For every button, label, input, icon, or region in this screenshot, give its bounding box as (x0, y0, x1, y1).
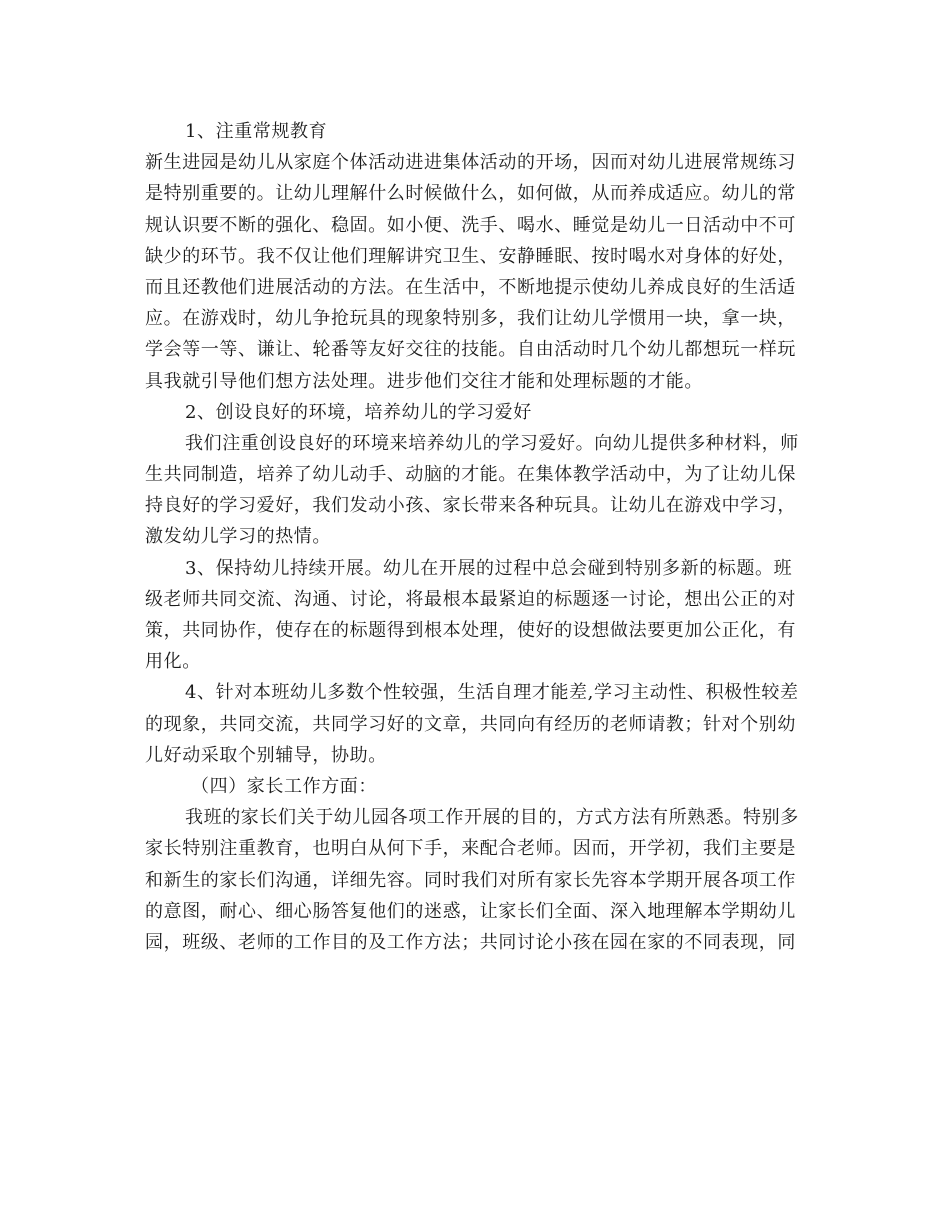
paragraph-line: 我班的家长们关于幼儿园各项工作开展的目的，方式方法有所熟悉。特别多 (185, 807, 799, 829)
paragraph-line: 生共同制造，培养了幼儿动手、动脑的才能。在集体教学活动中，为了让幼儿保 (145, 464, 796, 486)
paragraph-line: 而且还教他们进展活动的方法。在生活中，不断地提示使幼儿养成良好的生活适 (145, 276, 796, 298)
section-heading-1: 1、注重常规教育 (185, 121, 328, 142)
paragraph-line: 级老师共同交流、沟通、讨论，将最根本最紧迫的标题逐一讨论，想出公正的对 (145, 588, 796, 610)
paragraph-line: 应。在游戏时，幼儿争抢玩具的现象特别多，我们让幼儿学惯用一块，拿一块， (145, 308, 796, 330)
paragraph-line: 园，班级、老师的工作目的及工作方法；共同讨论小孩在园在家的不同表现，同 (145, 931, 796, 953)
paragraph-line: 的现象，共同交流，共同学习好的文章，共同向有经历的老师请教；针对个别幼 (145, 713, 796, 735)
paragraph-line: 的意图，耐心、细心肠答复他们的迷惑，让家长们全面、深入地理解本学期幼儿 (145, 900, 796, 922)
paragraph-line: 用化。 (145, 651, 201, 673)
paragraph-line: 是特别重要的。让幼儿理解什么时候做什么，如何做，从而养成适应。幼儿的常 (145, 183, 796, 205)
section-heading-4: （四）家长工作方面： (191, 775, 377, 797)
paragraph-line: 缺少的环节。我不仅让他们理解讲究卫生、安静睡眠、按时喝水对身体的好处， (145, 245, 796, 267)
paragraph-line: 家长特别注重教育，也明白从何下手，来配合老师。因而，开学初，我们主要是 (145, 838, 796, 860)
paragraph-line: 激发幼儿学习的热情。 (145, 526, 331, 548)
paragraph-line: 我们注重创设良好的环境来培养幼儿的学习爱好。向幼儿提供多种材料，师 (185, 432, 799, 454)
paragraph-line: 持良好的学习爱好，我们发动小孩、家长带来各种玩具。让幼儿在游戏中学习， (145, 495, 796, 517)
paragraph-line: 具我就引导他们想方法处理。进步他们交往才能和处理标题的才能。 (145, 370, 703, 392)
paragraph-line: 学会等一等、谦让、轮番等友好交往的技能。自由活动时几个幼儿都想玩一样玩 (145, 339, 796, 361)
paragraph-line: 新生进园是幼儿从家庭个体活动进进集体活动的开场，因而对幼儿进展常规练习 (145, 152, 796, 174)
paragraph-line: 儿好动采取个别辅导，协助。 (145, 744, 387, 766)
paragraph-line: 规认识要不断的强化、稳固。如小便、洗手、喝水、睡觉是幼儿一日活动中不可 (145, 214, 796, 236)
paragraph-line: 4、针对本班幼儿多数个性较强，生活自理才能差,学习主动性、积极性较差 (185, 682, 799, 704)
document-body (145, 116, 802, 958)
section-heading-2: 2、创设良好的环境，培养幼儿的学习爱好 (185, 401, 532, 423)
paragraph-line: 策，共同协作，使存在的标题得到根本处理，使好的设想做法要更加公正化，有 (145, 620, 796, 641)
paragraph-line: 3、保持幼儿持续开展。幼儿在开展的过程中总会碰到特别多新的标题。班 (185, 557, 793, 579)
paragraph-line: 和新生的家长们沟通，详细先容。同时我们对所有家长先容本学期开展各项工作 (145, 869, 796, 891)
